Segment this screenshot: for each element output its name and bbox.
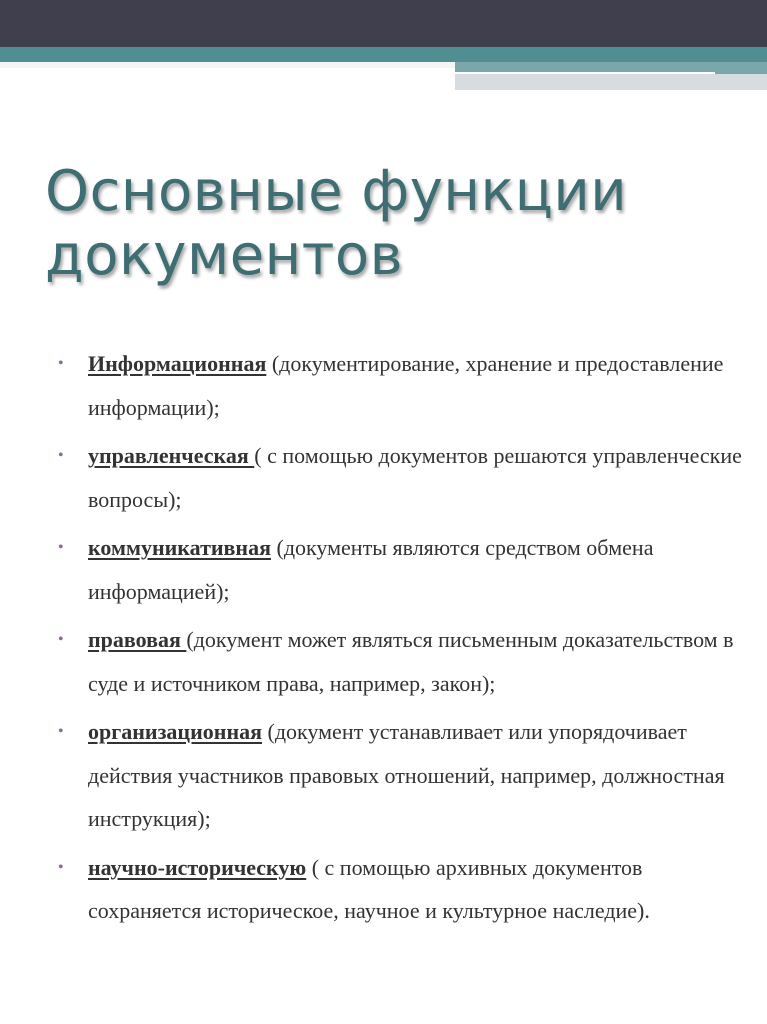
list-item: [58, 618, 748, 705]
function-description: (документ устанавливает или упорядочивает действия участников правовых отношений, например, должностная инструкция);: [88, 719, 725, 831]
header-band-dark: [0, 0, 767, 47]
function-term: научно-историческую: [88, 854, 307, 880]
bullet-icon: •: [58, 355, 64, 372]
function-term: Информационная: [88, 351, 267, 376]
bullet-icon: •: [58, 631, 64, 648]
header-shadow: [0, 62, 455, 68]
function-description: (документ может являться письменным доказательством в суде и источником права, например, закон);: [88, 627, 734, 696]
function-term: коммуникативная: [88, 535, 272, 560]
bullet-icon: •: [58, 447, 64, 464]
bullet-icon: •: [58, 723, 64, 740]
slide-title: [45, 160, 725, 288]
function-description: ( с помощью документов решаются управленческие вопросы);: [88, 443, 742, 512]
header-band-teal: [0, 47, 767, 62]
list-item: [58, 342, 748, 429]
function-term: организационная: [88, 719, 263, 744]
functions-list: [58, 342, 748, 938]
title-line-1: Основные функции: [45, 159, 628, 224]
function-description: (документы являются средством обмена информацией);: [88, 535, 654, 604]
list-item: [58, 526, 748, 613]
function-term: управленческая: [88, 443, 255, 468]
function-description: ( с помощью архивных документов сохраняется историческое, научное и культурное наследие).: [88, 854, 650, 923]
header-accent-gray: [455, 74, 767, 90]
bullet-icon: •: [58, 858, 64, 876]
list-item: [58, 710, 748, 841]
list-item: [58, 846, 748, 933]
list-item: [58, 434, 748, 521]
function-description: (документирование, хранение и предоставление информации);: [88, 351, 724, 420]
function-term: правовая: [88, 627, 187, 652]
bullet-icon: •: [58, 539, 64, 556]
title-line-2: документов: [45, 223, 404, 288]
